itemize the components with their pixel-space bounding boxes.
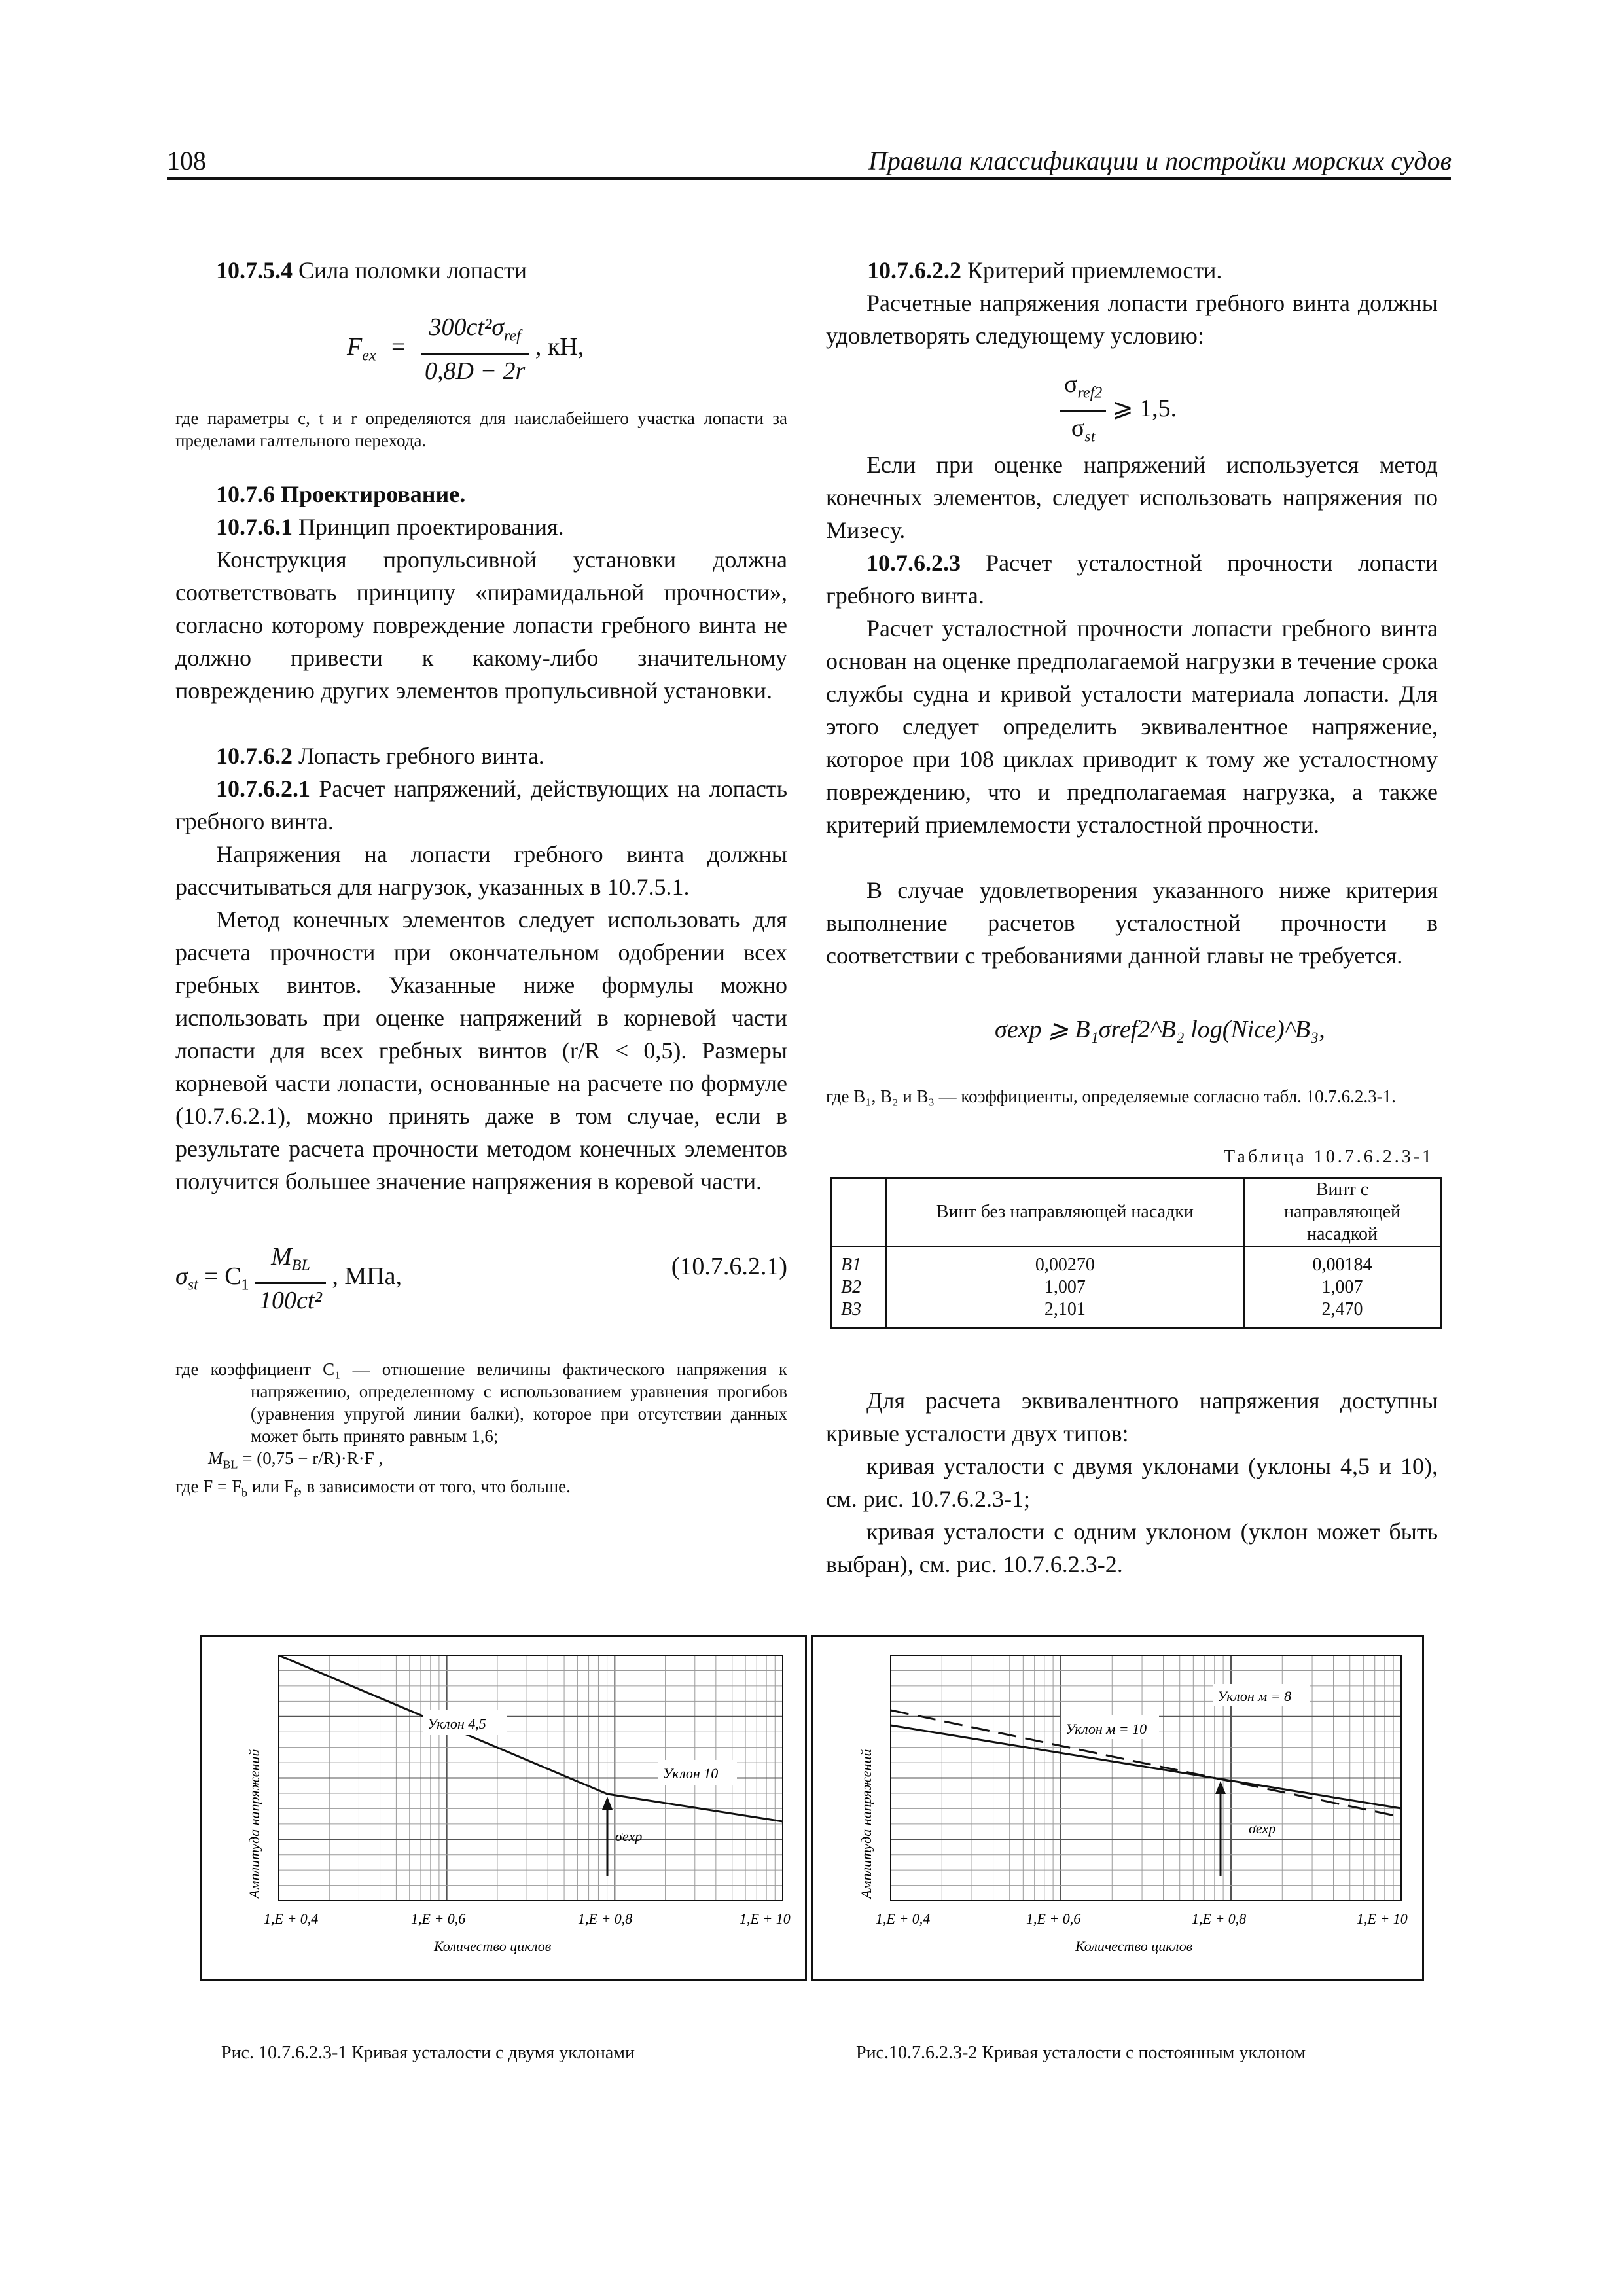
label-slope-m8: Уклон м = 8 <box>1217 1688 1292 1704</box>
formula-unit: , кН, <box>535 333 584 361</box>
formula-numerator-main: M <box>271 1243 292 1270</box>
heading-10762 <box>216 740 544 772</box>
paragraph-fem: Метод конечных элементов следует использовать для расчета прочности при окончательном одобрении всех гребных винтов. Указанные ниже формулы можно использовать при оценке напряжений в корневой части лопасти для всех гребных винтов (r/R < 0,5). Размеры корневой части лопасти, основанные на расчете по формуле (10.7.6.2.1), можно принять даже в том случае, если в результате расчета прочности методом конечных элементов получится большее значение напряжения в коревой части. <box>175 906 787 1194</box>
formula-lhs-sub: st <box>187 1276 198 1294</box>
paragraph-criterion: Расчетные напряжения лопасти гребного винта должны удовлетворять следующему условию: <box>826 290 1438 349</box>
formula-numerator-main: σ <box>1064 370 1078 398</box>
label-slope-10: Уклон 10 <box>663 1765 719 1782</box>
figure-two-slopes <box>200 1635 807 1981</box>
header-rule <box>167 177 1451 180</box>
table-cell: 0,00270 <box>1035 1255 1095 1275</box>
table-header-cell: Винт с направляющей насадкой <box>1243 1178 1440 1247</box>
formula-note-1: где параметры c, t и r определяются для наислабейшего участка лопасти за пределами галтельного перехода. <box>175 408 787 450</box>
table-cell: 1,007 <box>1044 1277 1086 1297</box>
formula-denominator-sub: st <box>1084 428 1096 446</box>
formula-fraction <box>255 1240 326 1317</box>
y-axis-label: Амплитуда напряжений <box>858 1749 874 1899</box>
formula-fex <box>347 311 584 387</box>
formula-sigma-exp: σexp ⩾ B₁σref2^B₂ log(Nice)^B₃, <box>995 1016 1325 1043</box>
heading-1076: 10.7.6 Проектирование. <box>216 481 466 507</box>
formula-numerator-sub: ref2 <box>1077 384 1103 402</box>
formula-eq: = <box>391 333 406 361</box>
heading-text: Расчет усталостной прочности лопасти гребного винта. <box>826 550 1438 609</box>
table-header-cell <box>831 1178 887 1247</box>
x-tick-label: 1,E + 10 <box>740 1910 791 1927</box>
formula-unit: , МПа, <box>332 1263 402 1291</box>
heading-number: 10.7.6.2.3 <box>866 550 961 576</box>
heading-107622 <box>867 254 1222 287</box>
formula-fraction <box>1060 368 1106 453</box>
note-mbl-symbol: M <box>208 1448 223 1468</box>
figure-constant-slope <box>812 1635 1424 1981</box>
paragraph-one-slope: кривая усталости с одним уклоном (уклон может быть выбран), см. рис. 10.7.6.2.3-2. <box>826 1518 1438 1577</box>
formula-lhs: σ <box>175 1263 188 1291</box>
label-sigma-exp: σexp <box>1249 1820 1276 1837</box>
note-c1: где коэффициент C₁ — отношение величины фактического напряжения к напряжению, определенному с использованием уравнения прогибов (уравнения упругой линии балки), которое при отсутствии данных может быть принято равным 1,6; <box>175 1359 787 1446</box>
formula-denominator: 100ct² <box>259 1286 322 1314</box>
formula-denominator-main: σ <box>1071 414 1085 442</box>
heading-text: Критерий приемлемости. <box>967 257 1222 283</box>
table-cell: B3 <box>841 1299 862 1319</box>
formula-numerator-main: 300ct²σ <box>429 314 505 341</box>
heading-text: Лопасть гребного винта. <box>298 743 544 769</box>
table-cell: 2,470 <box>1321 1299 1363 1319</box>
coefficients-table <box>830 1177 1442 1329</box>
heading-text: Принцип проектирования. <box>298 514 564 540</box>
chart-grid <box>891 1655 1401 1901</box>
sigma-exp-arrowhead <box>1215 1781 1226 1794</box>
paragraph-criterion-2: В случае удовлетворения указанного ниже критерия выполнение расчетов усталостной прочности в соответствии с требованиями данной главы не требуется. <box>826 877 1438 969</box>
x-tick-label: 1,E + 0,4 <box>876 1910 931 1927</box>
heading-10761 <box>216 511 564 543</box>
x-tick-label: 1,E + 10 <box>1357 1910 1408 1927</box>
table-header-cell: Винт без направляющей насадки <box>886 1178 1243 1247</box>
paragraph-two-slopes: кривая усталости с двумя уклонами (уклоны 4,5 и 10), см. рис. 10.7.6.2.3-1; <box>826 1453 1438 1512</box>
figure-caption-1: Рис. 10.7.6.2.3-1 Кривая усталости с двумя уклонами <box>221 2043 635 2063</box>
x-tick-label: 1,E + 0,8 <box>1192 1910 1247 1927</box>
heading-107623 <box>826 547 1438 612</box>
paragraph-mises: Если при оценке напряжений используется метод конечных элементов, следует использовать напряжения по Мизесу. <box>826 452 1438 543</box>
table-cell: B2 <box>841 1277 862 1297</box>
heading-10754 <box>216 254 527 287</box>
paragraph-fatigue: Расчет усталостной прочности лопасти гребного винта основан на оценке предполагаемой нагрузки в течение срока службы судна и кривой усталости материала лопасти. Для этого следует определить эквивалентное напряжение, которое при 108 циклах приводит к тому же усталостному повреждению, что и предполагаемая нагрузка, а также критерий приемлемости усталостной прочности. <box>826 615 1438 838</box>
label-slope-m10: Уклон м = 10 <box>1065 1721 1147 1737</box>
formula-numerator-sub: ref <box>504 327 521 345</box>
table-caption: Таблица 10.7.6.2.3-1 <box>1224 1147 1435 1167</box>
note-f-mid: или F <box>247 1477 294 1497</box>
note-mbl-sub: BL <box>223 1458 238 1471</box>
table-cell: 1,007 <box>1321 1277 1363 1297</box>
page-number: 108 <box>167 146 206 175</box>
table-cell: 2,101 <box>1044 1299 1086 1319</box>
y-axis-label: Амплитуда напряжений <box>246 1749 262 1899</box>
sigma-exp-arrowhead <box>602 1797 613 1810</box>
x-tick-label: 1,E + 0,6 <box>411 1910 466 1927</box>
formula-fraction <box>421 311 529 387</box>
formula-note-3: где B₁, B₂ и B₃ — коэффициенты, определяемые согласно табл. 10.7.6.2.3-1. <box>826 1086 1396 1106</box>
note-f-sub1: b <box>241 1486 247 1499</box>
label-slope-4-5: Уклон 4,5 <box>427 1715 486 1732</box>
formula-numerator <box>1060 368 1106 412</box>
formula-reference: (10.7.6.2.1) <box>671 1253 787 1280</box>
table-col-without-nozzle <box>886 1247 1243 1329</box>
heading-number: 10.7.6.1 <box>216 514 293 540</box>
formula-rest: ⩾ 1,5. <box>1112 394 1177 422</box>
formula-lhs-sub: ex <box>362 347 376 365</box>
formula-denominator: 0,8D − 2r <box>424 357 526 385</box>
running-title: Правила классификации и постройки морских судов <box>868 146 1452 175</box>
note-f-rest: , в зависимости от того, что больше. <box>297 1477 571 1497</box>
formula-numerator <box>255 1240 326 1284</box>
formula-ratio <box>1060 368 1177 453</box>
formula-numerator-sub: BL <box>291 1257 310 1274</box>
heading-107621 <box>175 772 787 838</box>
chart-two-slopes <box>202 1637 805 1979</box>
table-col-with-nozzle <box>1243 1247 1440 1329</box>
note-f <box>175 1475 787 1503</box>
table-header-row <box>831 1178 1441 1247</box>
chart-constant-slope <box>813 1637 1422 1979</box>
table-cell: 0,00184 <box>1312 1255 1372 1275</box>
paragraph-pyramid: Конструкция пропульсивной установки должна соответствовать принципу «пирамидальной прочности», согласно которому повреждение лопасти гребного винта не должно привести к какому-либо значительному повреждению других элементов пропульсивной установки. <box>175 547 787 704</box>
formula-sigma-st <box>175 1240 787 1314</box>
table-body-row <box>831 1247 1441 1329</box>
formula-denominator <box>1060 412 1106 454</box>
heading-number: 10.7.6.2.1 <box>216 776 310 802</box>
heading-text: Сила поломки лопасти <box>298 257 527 283</box>
note-mbl-rest: = (0,75 − r/R)·R·F , <box>238 1448 383 1468</box>
heading-number: 10.7.6.2 <box>216 743 293 769</box>
x-tick-label: 1,E + 0,6 <box>1026 1910 1081 1927</box>
figure-caption-2: Рис.10.7.6.2.3-2 Кривая усталости с постоянным уклоном <box>856 2043 1306 2063</box>
table-cell: B1 <box>841 1255 862 1275</box>
x-tick-label: 1,E + 0,4 <box>264 1910 319 1927</box>
heading-text: Расчет напряжений, действующих на лопасть гребного винта. <box>175 776 788 834</box>
note-f-a: где F = F <box>175 1477 241 1497</box>
note-f-sub2: f <box>293 1486 298 1499</box>
formula-numerator <box>421 311 529 355</box>
heading-number: 10.7.6.2.2 <box>867 257 961 283</box>
x-axis-label: Количество циклов <box>1075 1938 1193 1954</box>
paragraph-curve-types: Для расчета эквивалентного напряжения доступны кривые усталости двух типов: <box>826 1388 1438 1446</box>
paragraph-loads: Напряжения на лопасти гребного винта должны рассчитываться для нагрузок, указанных в 10.7.5.1. <box>175 841 787 900</box>
x-tick-label: 1,E + 0,8 <box>578 1910 633 1927</box>
formula-lhs: F <box>347 333 363 361</box>
heading-number: 10.7.5.4 <box>216 257 293 283</box>
x-axis-label: Количество циклов <box>434 1938 552 1954</box>
note-mbl <box>175 1447 787 1475</box>
formula-eq: = C <box>204 1263 241 1291</box>
table-coef-col <box>831 1247 887 1329</box>
formula-eq-sub: 1 <box>241 1276 249 1294</box>
formula-note-2 <box>175 1358 787 1504</box>
label-sigma-exp: σexp <box>615 1828 643 1844</box>
